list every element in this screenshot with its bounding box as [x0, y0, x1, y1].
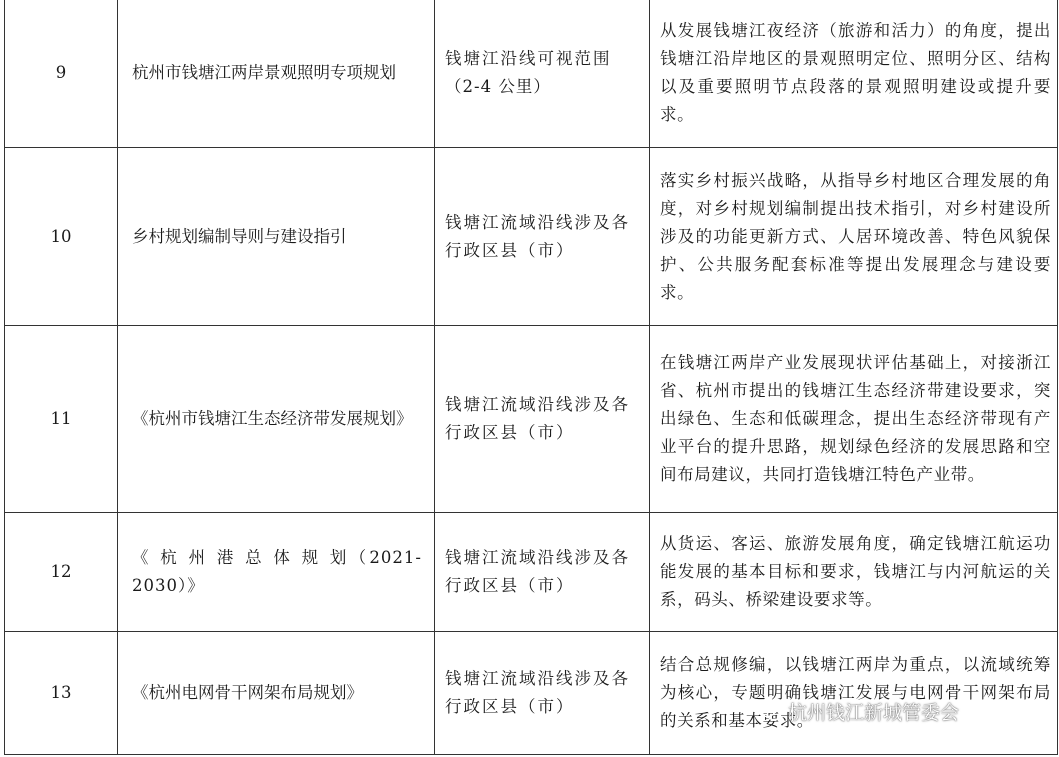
row-number: 11 — [5, 326, 118, 513]
plan-scope: 钱塘江流域沿线涉及各行政区县（市） — [435, 148, 650, 326]
plan-name: 《 杭 州 港 总 体 规 划（2021-2030）》 — [118, 513, 435, 632]
table-row — [5, 326, 1058, 513]
table-row — [5, 632, 1058, 755]
plan-content: 落实乡村振兴战略，从指导乡村地区合理发展的角度，对乡村规划编制提出技术指引，对乡村建设所涉及的功能更新方式、人居环境改善、特色风貌保护、公共服务配套标准等提出发展理念与建设要求。 — [650, 148, 1058, 326]
table-row — [5, 513, 1058, 632]
table-row — [5, 148, 1058, 326]
plan-scope: 钱塘江流域沿线涉及各行政区县（市） — [435, 513, 650, 632]
plan-scope — [435, 0, 650, 148]
plan-name: 《杭州市钱塘江生态经济带发展规划》 — [118, 326, 435, 513]
plan-name: 杭州市钱塘江两岸景观照明专项规划 — [118, 0, 435, 148]
plan-content: 结合总规修编，以钱塘江两岸为重点，以流域统筹为核心，专题明确钱塘江发展与电网骨干网架布局的关系和基本要求。 — [650, 632, 1058, 755]
row-number: 9 — [5, 0, 118, 148]
scope-text: 钱塘江沿线可视范围 — [445, 49, 612, 68]
plan-name: 《杭州电网骨干网架布局规划》 — [118, 632, 435, 755]
table-row — [5, 0, 1058, 148]
plans-table — [4, 0, 1058, 755]
row-number: 10 — [5, 148, 118, 326]
plan-scope: 钱塘江流域沿线涉及各行政区县（市） — [435, 326, 650, 513]
watermark-text: 杭州钱江新城管委会 — [788, 702, 960, 724]
plan-scope: 钱塘江流域沿线涉及各行政区县（市） — [435, 632, 650, 755]
row-number: 13 — [5, 632, 118, 755]
plan-content: 从发展钱塘江夜经济（旅游和活力）的角度，提出钱塘江沿岸地区的景观照明定位、照明分区、结构以及重要照明节点段落的景观照明建设或提升要求。 — [650, 0, 1058, 148]
watermark — [758, 698, 959, 725]
plan-content: 在钱塘江两岸产业发展现状评估基础上，对接浙江省、杭州市提出的钱塘江生态经济带建设要求，突出绿色、生态和低碳理念，提出生态经济带现有产业平台的提升思路，规划绿色经济的发展思路和空间布局建议，共同打造钱塘江特色产业带。 — [650, 326, 1058, 513]
plan-content: 从货运、客运、旅游发展角度，确定钱塘江航运功能发展的基本目标和要求，钱塘江与内河航运的关系，码头、桥梁建设要求等。 — [650, 513, 1058, 632]
plan-name: 乡村规划编制导则与建设指引 — [118, 148, 435, 326]
scope-extra: （2-4 公里） — [445, 77, 551, 96]
row-number: 12 — [5, 513, 118, 632]
wechat-icon — [758, 702, 782, 722]
